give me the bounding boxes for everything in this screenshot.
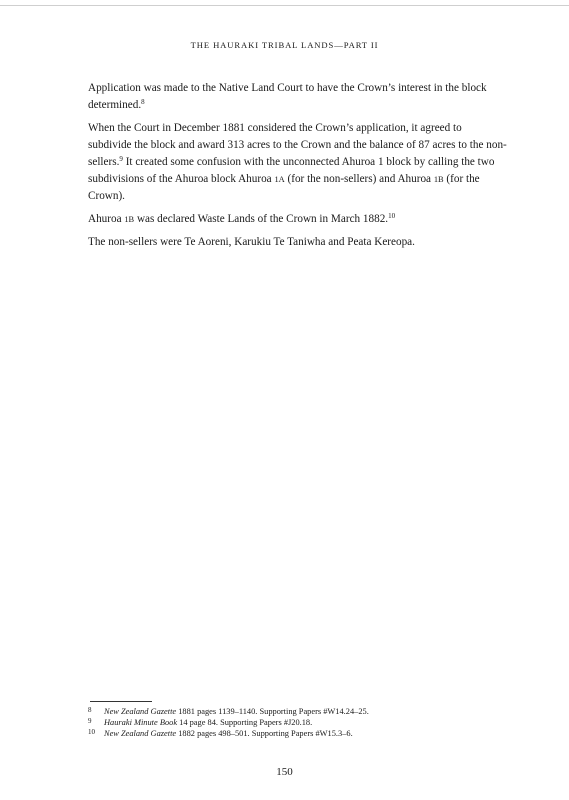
running-head: THE HAURAKI TRIBAL LANDS—PART II [190, 40, 379, 50]
footnote-8 [88, 706, 528, 717]
footnote-citation: 1881 pages 1139–1140. Supporting Papers #W14.24–25. [176, 707, 369, 716]
paragraph-1 [88, 80, 508, 114]
footnote-source-title: New Zealand Gazette [104, 707, 177, 716]
paragraph-2-text-a: When the Court in December 1881 considered the Crown’s application, it agreed to subdivide the block and award 313 acres to the Crown and the balance of 87 acres to the non-sellers. [88, 122, 507, 168]
paragraph-2-text-b: It created some confusion with the unconnected Ahuroa 1 block by calling the two subdivisions of the Ahuroa block Ahuroa [88, 156, 495, 185]
subdivision-1b-ref: 1B [124, 215, 135, 224]
body-text [88, 80, 508, 257]
footnotes [88, 706, 528, 739]
paragraph-2 [88, 120, 508, 205]
paragraph-4-text: The non-sellers were Te Aoreni, Karukiu Te Taniwha and Peata Kereopa. [88, 236, 415, 248]
paragraph-1-text: Application was made to the Native Land Court to have the Crown’s interest in the block determined. [88, 82, 487, 111]
subdivision-1a: 1A [274, 175, 285, 184]
footnote-10 [88, 728, 528, 739]
paragraph-3 [88, 211, 508, 228]
footnote-number: 8 [88, 706, 92, 714]
paragraph-4 [88, 234, 508, 251]
paragraph-3-text-b: was declared Waste Lands of the Crown in March 1882. [134, 213, 389, 225]
footnote-separator [90, 701, 152, 702]
footnote-ref-9[interactable]: 9 [119, 155, 123, 163]
footnote-citation: 14 page 84. Supporting Papers #J20.18. [177, 718, 313, 727]
top-border-line [0, 5, 569, 6]
footnote-citation: 1882 pages 498–501. Supporting Papers #W15.3–6. [176, 729, 353, 738]
footnote-source-title: Hauraki Minute Book [104, 718, 178, 727]
footnote-source-title: New Zealand Gazette [104, 729, 177, 738]
footnote-ref-10[interactable]: 10 [388, 212, 396, 220]
paragraph-3-text-a: Ahuroa [88, 213, 125, 225]
paragraph-2-text-c: (for the non-sellers) and Ahuroa [284, 173, 434, 185]
footnote-number: 10 [88, 728, 95, 736]
page-number: 150 [276, 766, 293, 778]
footnote-number: 9 [88, 717, 92, 725]
footnote-ref-8[interactable]: 8 [141, 98, 145, 106]
paragraph-2-text-d: (for the Crown). [88, 173, 480, 202]
footnote-9 [88, 717, 528, 728]
subdivision-1b: 1B [433, 175, 444, 184]
